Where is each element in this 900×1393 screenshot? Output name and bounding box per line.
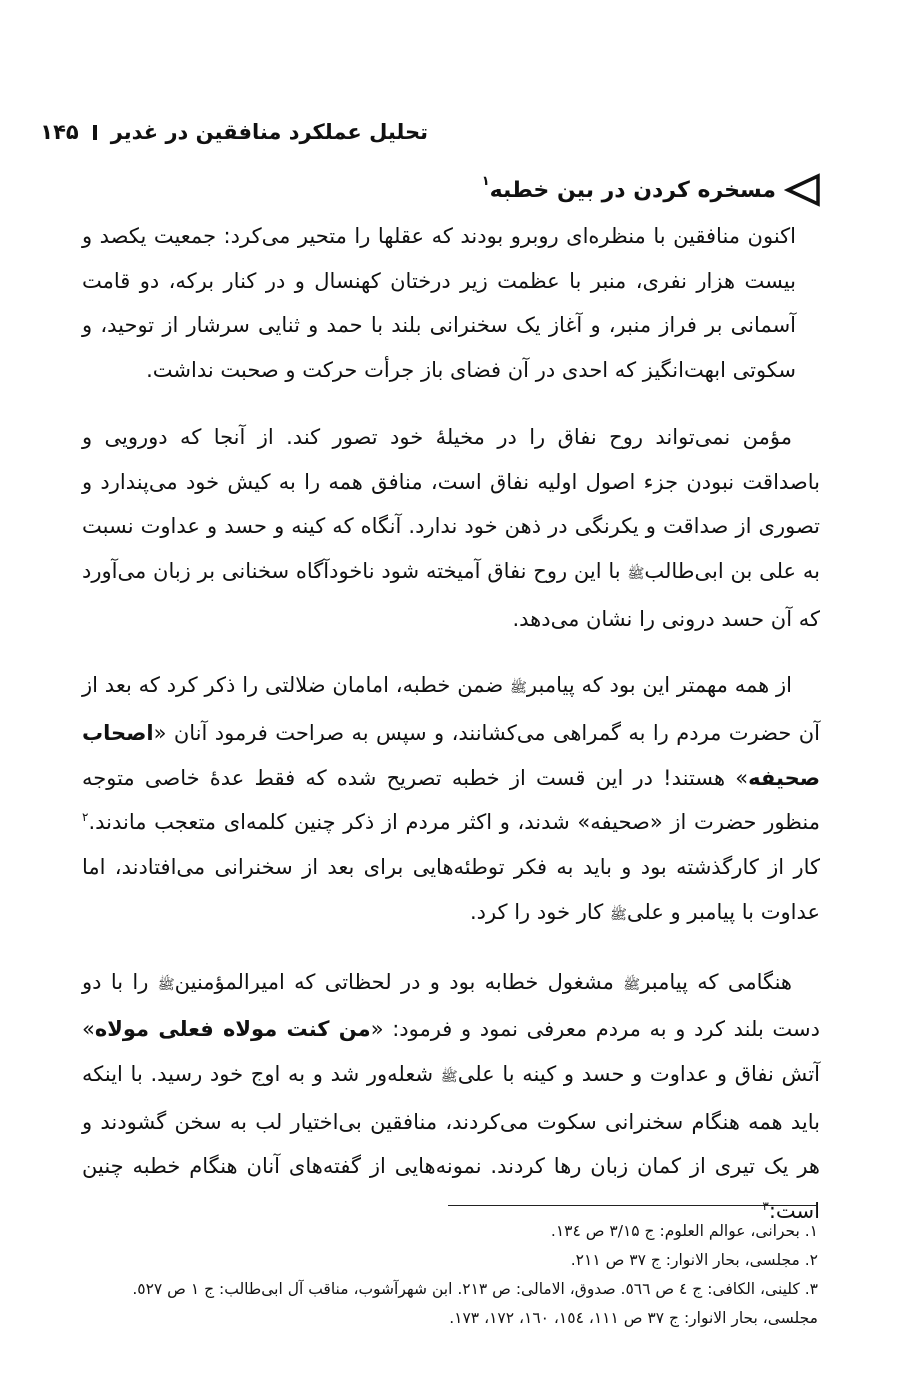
page-number: ۱۴۵ bbox=[40, 120, 79, 144]
paragraph-text: هنگامی که پیامبر bbox=[640, 969, 792, 994]
footnote: ۲. مجلسی، بحار الانوار: ج ۳۷ ص ۲۱۱. bbox=[570, 1251, 818, 1269]
honorific-symbol: ﷺ bbox=[157, 976, 175, 993]
running-title: تحلیل عملکرد منافقین در غدیر bbox=[110, 120, 428, 144]
footnote: ۱. بحرانی، عوالم العلوم: ج ۳/۱۵ ص ۱۳٤. bbox=[550, 1222, 818, 1240]
section-heading bbox=[84, 168, 820, 212]
honorific-symbol: ﷺ bbox=[609, 906, 627, 923]
footnote-ref: ۲ bbox=[82, 810, 89, 825]
running-header bbox=[40, 112, 428, 152]
paragraph-text: ضمن خطبه، امامان ضلالتی را ذکر کرد که بعد از آن حضرت مردم را به گمراهی می‌کشانند، و سپس به صراحت فرمود آنان « bbox=[82, 673, 820, 746]
footnotes bbox=[82, 1217, 818, 1333]
paragraph-text: کار از کارگذشته بود و باید به فکر توطئه‌هایی برای بعد از سخنرانی می‌افتادند، اما عداوت با پیامبر و علی bbox=[82, 855, 820, 924]
honorific-symbol: ﷺ bbox=[509, 680, 527, 697]
body-text bbox=[82, 214, 820, 1256]
paragraph bbox=[82, 663, 820, 937]
paragraph bbox=[82, 415, 820, 642]
paragraph-text: با این روح نفاق آمیخته شود ناخودآگاه سخنانی بر زبان می‌آورد که آن حسد درونی را نشان می‌دهد. bbox=[82, 558, 820, 631]
bold-phrase: من کنت مولاه فعلی مولاه bbox=[94, 1017, 371, 1042]
triangle-marker-icon bbox=[784, 172, 820, 208]
paragraph-text: اکنون منافقین با منظره‌ای روبرو بودند که عقلها را متحیر می‌کرد: جمعیت یکصد و بیست هزار نفری، منبر با عظمت زیر درختان کهنسال و در کنار برکه، دو قامت آسمانی بر فراز منبر، و آغاز یک سخنرانی بلند با حمد و ثنایی سرشار از توحید، و سکوتی ابهت‌انگیز که احدی در آن فضای باز جرأت حرکت و صحبت نداشت. bbox=[82, 224, 796, 383]
square-separator-icon bbox=[93, 125, 97, 140]
paragraph-text: کار خود را کرد. bbox=[469, 899, 610, 924]
honorific-symbol: ﷺ bbox=[623, 976, 641, 993]
bold-phrase: اصحاب صحیفه bbox=[82, 721, 820, 790]
paragraph-text: از همه مهمتر این بود که پیامبر bbox=[526, 673, 792, 698]
paragraph-text: شعله‌ور شد و به اوج خود رسید. با اینکه باید همه هنگام سخنرانی سکوت می‌کردند، منافقین بی‌اختیار لب به سخن گشودند و هر یک تیری از کمان زبان رها کردند. نمونه‌هایی از گفته‌های آنان هنگام خطبه چنین است: bbox=[82, 1061, 820, 1224]
honorific-symbol: ﷺ bbox=[627, 565, 645, 582]
footnote: ۳. کلینی، الکافی: ج ٤ ص ٥٦٦. صدوق، الامالی: ص ۲۱۳. ابن شهرآشوب، مناقب آل ابی‌طالب: ج ۱ ص ٥۲۷. مجلسی، بحار الانوار: ج ۳۷ ص ۱۱۱، ۱٥٤، ۱٦۰، ۱۷۲، ۱۷۳. bbox=[132, 1280, 818, 1327]
footnote-ref: ۱ bbox=[481, 173, 490, 189]
footnote-divider bbox=[448, 1205, 818, 1206]
paragraph bbox=[82, 214, 820, 393]
paragraph-text: مؤمن نمی‌تواند روح نفاق را در مخیلهٔ خود تصور کند. از آنجا که دورویی و باصداقت نبودن جزء اصول اولیه نفاق است، منافق همه را به کیش خود می‌پندارد و تصوری از صداقت و یکرنگی در ذهن خود ندارد. آنگاه که کینه و حسد و عداوت نسبت به علی بن ابی‌طالب bbox=[82, 424, 820, 583]
paragraph-text: » هستند! در این قست از خطبه تصریح شده که فقط عدهٔ خاصی متوجه منظور حضرت از «صحیفه» شدند، و اکثر مردم از ذکر چنین کلمه‌ای متعجب ماندند. bbox=[82, 765, 820, 835]
section-title: مسخره کردن در بین خطبه bbox=[489, 177, 776, 203]
paragraph-text: » آتش نفاق و عداوت و حسد و کینه با علی bbox=[82, 1017, 820, 1086]
honorific-symbol: ﷺ bbox=[440, 1068, 458, 1085]
paragraph bbox=[82, 960, 820, 1234]
paragraph-text: مشغول خطابه بود و در لحظاتی که امیرالمؤمنین bbox=[174, 969, 624, 994]
paragraph-text: را با دو دست بلند کرد و به مردم معرفی نمود و فرمود: « bbox=[82, 969, 820, 1042]
footnote-ref: ۳ bbox=[762, 1199, 769, 1214]
